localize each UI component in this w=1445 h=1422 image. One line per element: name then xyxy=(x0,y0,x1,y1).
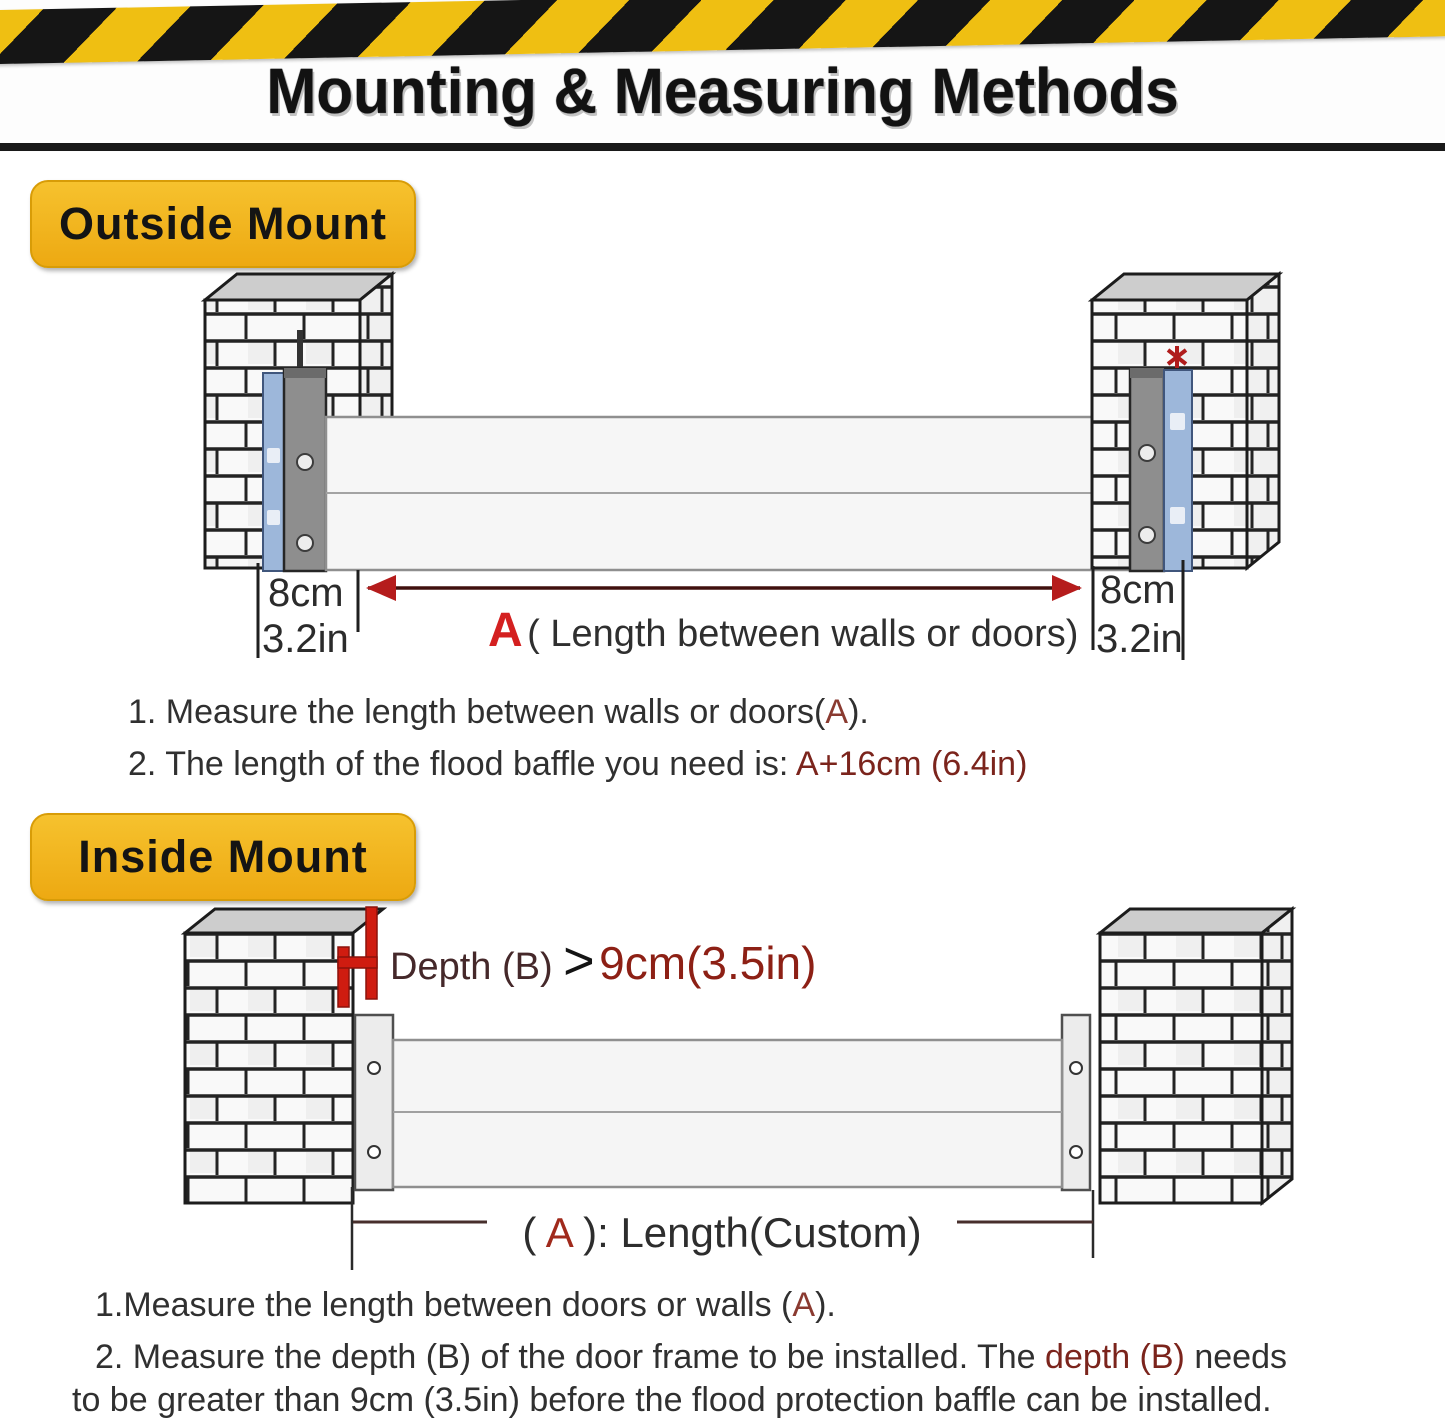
outside-mount-label xyxy=(30,180,416,268)
channel-bracket xyxy=(355,1015,393,1190)
inside-mount-label-text: Inside Mount xyxy=(78,831,368,882)
depth-caption xyxy=(390,931,816,991)
step-text: ). xyxy=(815,1286,836,1324)
bolt-hole xyxy=(368,1062,380,1074)
inside-step-2-line-1 xyxy=(72,1336,1287,1379)
bolt-hole xyxy=(297,535,313,551)
outside-step-2 xyxy=(128,738,1027,790)
inside-step-2-line-2 xyxy=(72,1379,1287,1422)
screw-mark xyxy=(267,448,280,463)
wall-plate-blue xyxy=(263,373,284,571)
left-dim-cm: 8cm xyxy=(268,571,344,615)
header-divider xyxy=(0,143,1445,151)
pillar-top-face xyxy=(185,909,383,933)
bolt-hole xyxy=(1070,1062,1082,1074)
outside-mount-instructions xyxy=(128,686,1027,790)
inside-flood-barrier xyxy=(393,1040,1062,1187)
pillar-top-face xyxy=(1100,909,1292,933)
step-var-a: A xyxy=(825,693,849,731)
step-text: to be greater than 9cm (3.5in) before the flood protection baffle can be installed. xyxy=(72,1381,1272,1419)
bolt-hole xyxy=(1139,527,1155,543)
header-banner xyxy=(0,0,1445,152)
inside-mount-label xyxy=(30,813,416,901)
step-formula: A+16cm (6.4in) xyxy=(795,745,1028,783)
step-highlight: depth (B) xyxy=(1045,1338,1185,1376)
outside-step-1 xyxy=(128,686,1027,738)
bolt-hole xyxy=(1139,445,1155,461)
depth-caption-label: Depth (B) xyxy=(390,946,564,988)
length-pre: ( xyxy=(522,1209,537,1256)
length-post: ): Length(Custom) xyxy=(583,1209,922,1256)
channel-top-bevel xyxy=(284,368,326,378)
pillar-side-face xyxy=(1247,274,1279,568)
inside-left-pillar xyxy=(185,909,383,1203)
step-text: 1.Measure the length between doors or walls ( xyxy=(95,1286,793,1324)
depth-caption-gt: > xyxy=(563,931,595,991)
length-caption xyxy=(488,604,1078,657)
screw-mark xyxy=(1170,507,1185,524)
channel-bracket xyxy=(1062,1015,1090,1190)
barrier-panels xyxy=(393,1040,1062,1187)
step-text: 2. The length of the flood baffle you need is: xyxy=(128,745,796,783)
step-text: 1. Measure the length between walls or doors( xyxy=(128,693,826,731)
pillar-front-face xyxy=(185,933,353,1203)
right-dim-inch: 3.2in xyxy=(1096,617,1183,661)
bolt-hole xyxy=(368,1146,380,1158)
right-dim-cm: 8cm xyxy=(1100,568,1176,612)
wall-plate-blue xyxy=(1164,370,1192,571)
arrowhead-right xyxy=(1052,575,1082,601)
left-dim-inch: 3.2in xyxy=(262,617,349,661)
bolt-hole xyxy=(1070,1146,1082,1158)
step-var-a: A xyxy=(792,1286,816,1324)
inside-right-pillar xyxy=(1100,909,1292,1203)
pillar-front-face xyxy=(1100,933,1262,1203)
outside-flood-barrier xyxy=(326,417,1130,570)
screw-mark xyxy=(1170,413,1185,430)
step-text: 2. Measure the depth (B) of the door frame to be installed. The xyxy=(95,1338,1046,1376)
length-caption-text: ( Length between walls or doors) xyxy=(527,613,1079,655)
outside-mount-label-text: Outside Mount xyxy=(59,198,387,249)
step-text: ). xyxy=(848,693,869,731)
bolt-hole xyxy=(297,454,313,470)
depth-caption-value: 9cm(3.5in) xyxy=(599,937,817,989)
pillar-side-face xyxy=(1262,909,1292,1203)
page-title: Mounting & Measuring Methods xyxy=(266,55,1179,127)
inside-step-2 xyxy=(72,1336,1287,1422)
inside-mount-diagram xyxy=(0,905,1445,1280)
step-text: needs xyxy=(1184,1338,1287,1376)
length-caption-a: A xyxy=(488,604,523,657)
inside-step-1 xyxy=(95,1283,836,1327)
inside-length-caption xyxy=(522,1209,921,1256)
length-var-a: A xyxy=(545,1209,572,1256)
channel-top-bevel xyxy=(1130,368,1164,378)
screw-mark xyxy=(267,510,280,525)
outside-mount-diagram xyxy=(0,258,1445,682)
inside-left-channel xyxy=(355,1015,393,1190)
outside-right-bracket xyxy=(1130,346,1192,571)
arrowhead-left xyxy=(366,575,396,601)
